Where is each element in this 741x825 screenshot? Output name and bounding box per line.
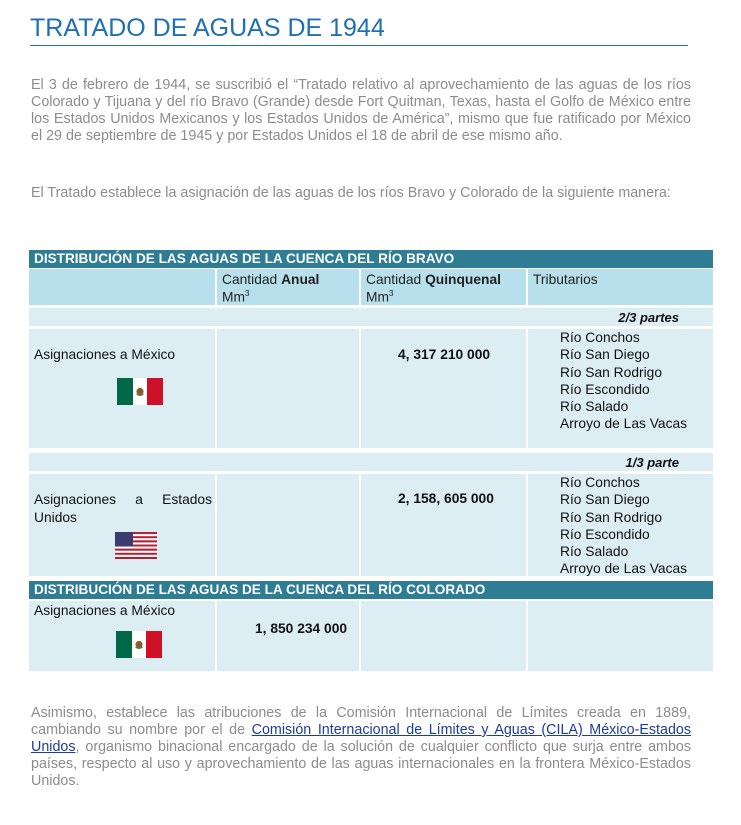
usa-quinquennial-cell — [361, 474, 526, 576]
annual-bold: Anual — [281, 272, 320, 287]
colorado-tributaries-cell — [528, 601, 713, 671]
allocation-paragraph: El Tratado establece la asignación de las aguas de los ríos Bravo y Colorado de la siguiente manera: — [31, 185, 671, 201]
title-underline — [30, 45, 688, 46]
mexico-tributaries-cell — [528, 329, 713, 448]
colorado-label-cell — [29, 601, 215, 671]
tributary-item: Río San Diego — [560, 492, 650, 508]
usa-tributaries-list — [560, 474, 687, 578]
mexico-flag-icon — [116, 631, 162, 658]
annual-unit-exp: 3 — [245, 289, 250, 298]
intro-paragraph: El 3 de febrero de 1944, se suscribió el “Tratado relativo al aprovechamiento de las aguas de los ríos Colorado y Tijuana y del río Bravo (Grande) desde Fort Quitman, Texas, hasta el Golfo de México entre los Estados Unidos Mexicanos y los Estados Unidos de América”, mismo que fue ratificado por México el 29 de septiembre de 1945 y por Estados Unidos el 18 de abril de ese mismo año. — [31, 77, 691, 144]
header-tributaries: Tributarios — [528, 269, 713, 305]
mexico-quinquennial-cell — [361, 329, 526, 448]
mexico-label: Asignaciones a México — [34, 347, 176, 362]
quinquennial-unit-exp: 3 — [389, 289, 394, 298]
tributary-item: Río Conchos — [560, 330, 640, 345]
mexico-share: 2/3 partes — [618, 310, 679, 325]
annual-unit: Mm — [222, 289, 245, 305]
usa-share-row — [29, 453, 713, 471]
mexico-tributaries-list — [560, 329, 687, 433]
quinquennial-bold: Quinquenal — [425, 272, 501, 287]
mexico-annual-cell — [217, 329, 359, 448]
tributary-item: Río San Diego — [560, 347, 650, 363]
mexico-flag-icon — [117, 378, 163, 405]
cila-link[interactable]: Comisión Internacional de Límites y Aguas (CILA) México-Estados Unidos — [31, 722, 692, 755]
tributary-item: Río Conchos — [560, 475, 640, 490]
usa-share: 1/3 parte — [625, 455, 679, 470]
header-empty-cell — [29, 269, 215, 305]
colorado-annual: 1, 850 234 000 — [255, 621, 348, 636]
tributary-item: Arroyo de Las Vacas — [560, 416, 688, 432]
usa-flag-icon — [115, 532, 157, 559]
page-title: TRATADO DE AGUAS DE 1944 — [30, 14, 385, 42]
tributary-item: Río San Rodrigo — [560, 509, 663, 525]
tributary-item: Río Salado — [560, 399, 629, 415]
tributary-item: Río Salado — [560, 544, 629, 560]
annual-prefix: Cantidad — [222, 272, 282, 287]
water-distribution-table — [29, 250, 713, 671]
colorado-label: Asignaciones a México — [34, 603, 176, 618]
mexico-label-cell — [29, 329, 215, 448]
colorado-quinquennial-cell — [361, 601, 526, 671]
quinquennial-unit: Mm — [366, 289, 389, 305]
usa-label: Asignaciones a Estados Unidos — [34, 492, 212, 525]
usa-tributaries-cell — [528, 474, 713, 576]
header-quinquennial — [361, 269, 526, 305]
closing-text-end: , organismo binacional encargado de la solución de cualquier conflicto que surja entre ambos países, respecto al uso y aprovechamiento de las aguas internacionales en la frontera México-Estados Unidos. — [31, 739, 691, 789]
colorado-heading: DISTRIBUCIÓN DE LAS AGUAS DE LA CUENCA DEL RÍO COLORADO — [29, 581, 713, 599]
usa-annual-cell — [217, 474, 359, 576]
mexico-share-row — [29, 308, 713, 326]
colorado-annual-cell — [217, 601, 359, 671]
tributary-item: Río Escondido — [560, 526, 650, 542]
quinquennial-prefix: Cantidad — [366, 272, 426, 287]
usa-quinquennial: 2, 158, 605 000 — [398, 491, 494, 506]
mexico-quinquennial: 4, 317 210 000 — [398, 347, 491, 362]
usa-label-cell — [29, 474, 215, 576]
tributary-item: Río Escondido — [560, 381, 650, 397]
bravo-heading: DISTRIBUCIÓN DE LAS AGUAS DE LA CUENCA DEL RÍO BRAVO — [29, 250, 713, 268]
header-annual — [217, 269, 359, 305]
tributary-item: Río San Rodrigo — [560, 364, 663, 380]
tributary-item: Arroyo de Las Vacas — [560, 561, 688, 577]
closing-paragraph — [31, 705, 691, 790]
closing-text-start: Asimismo, establece las atribuciones de la Comisión Internacional de Límites creada en 1889, cambiando su nombre por el de — [31, 705, 691, 738]
